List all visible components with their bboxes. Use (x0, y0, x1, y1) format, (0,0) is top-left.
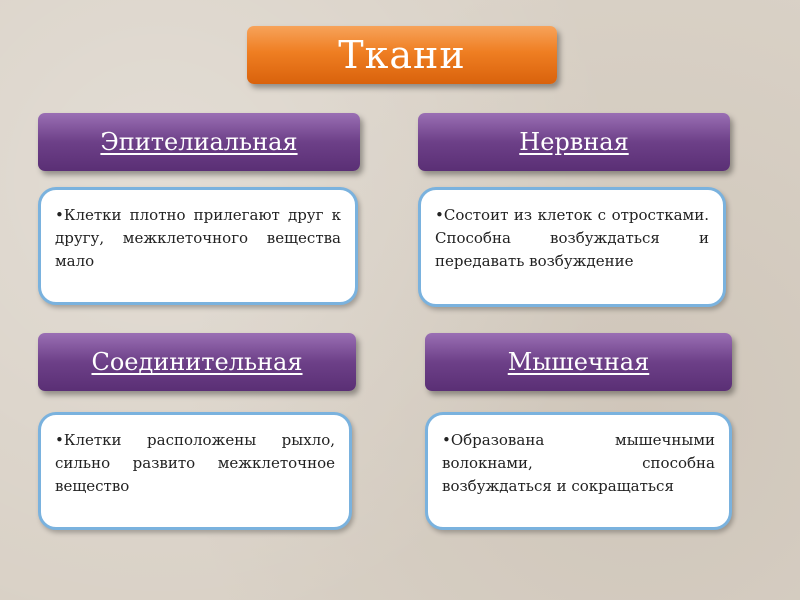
header-connective[interactable] (38, 333, 356, 391)
box-nervous-text: •Состоит из клеток с отростками. Способна возбуждаться и передавать возбуждение (435, 206, 709, 270)
header-connective-label[interactable]: Соединительная (91, 348, 303, 376)
header-muscle[interactable] (425, 333, 732, 391)
header-nervous[interactable] (418, 113, 730, 171)
box-epithelial (38, 187, 358, 305)
box-nervous (418, 187, 726, 307)
box-connective-text: •Клетки расположены рыхло, сильно развито межклеточное вещество (55, 431, 335, 495)
box-muscle-text: •Образована мышечными волокнами, способна возбуждаться и сокращаться (442, 431, 715, 495)
box-epithelial-text: •Клетки плотно прилегают друг к другу, межклеточного вещества мало (55, 206, 341, 270)
box-connective (38, 412, 352, 530)
box-muscle (425, 412, 732, 530)
header-nervous-label[interactable]: Нервная (519, 128, 629, 156)
header-epithelial[interactable] (38, 113, 360, 171)
header-muscle-label[interactable]: Мышечная (507, 348, 650, 376)
header-epithelial-label[interactable]: Эпителиальная (100, 128, 298, 156)
diagram-title: Ткани (247, 26, 557, 84)
